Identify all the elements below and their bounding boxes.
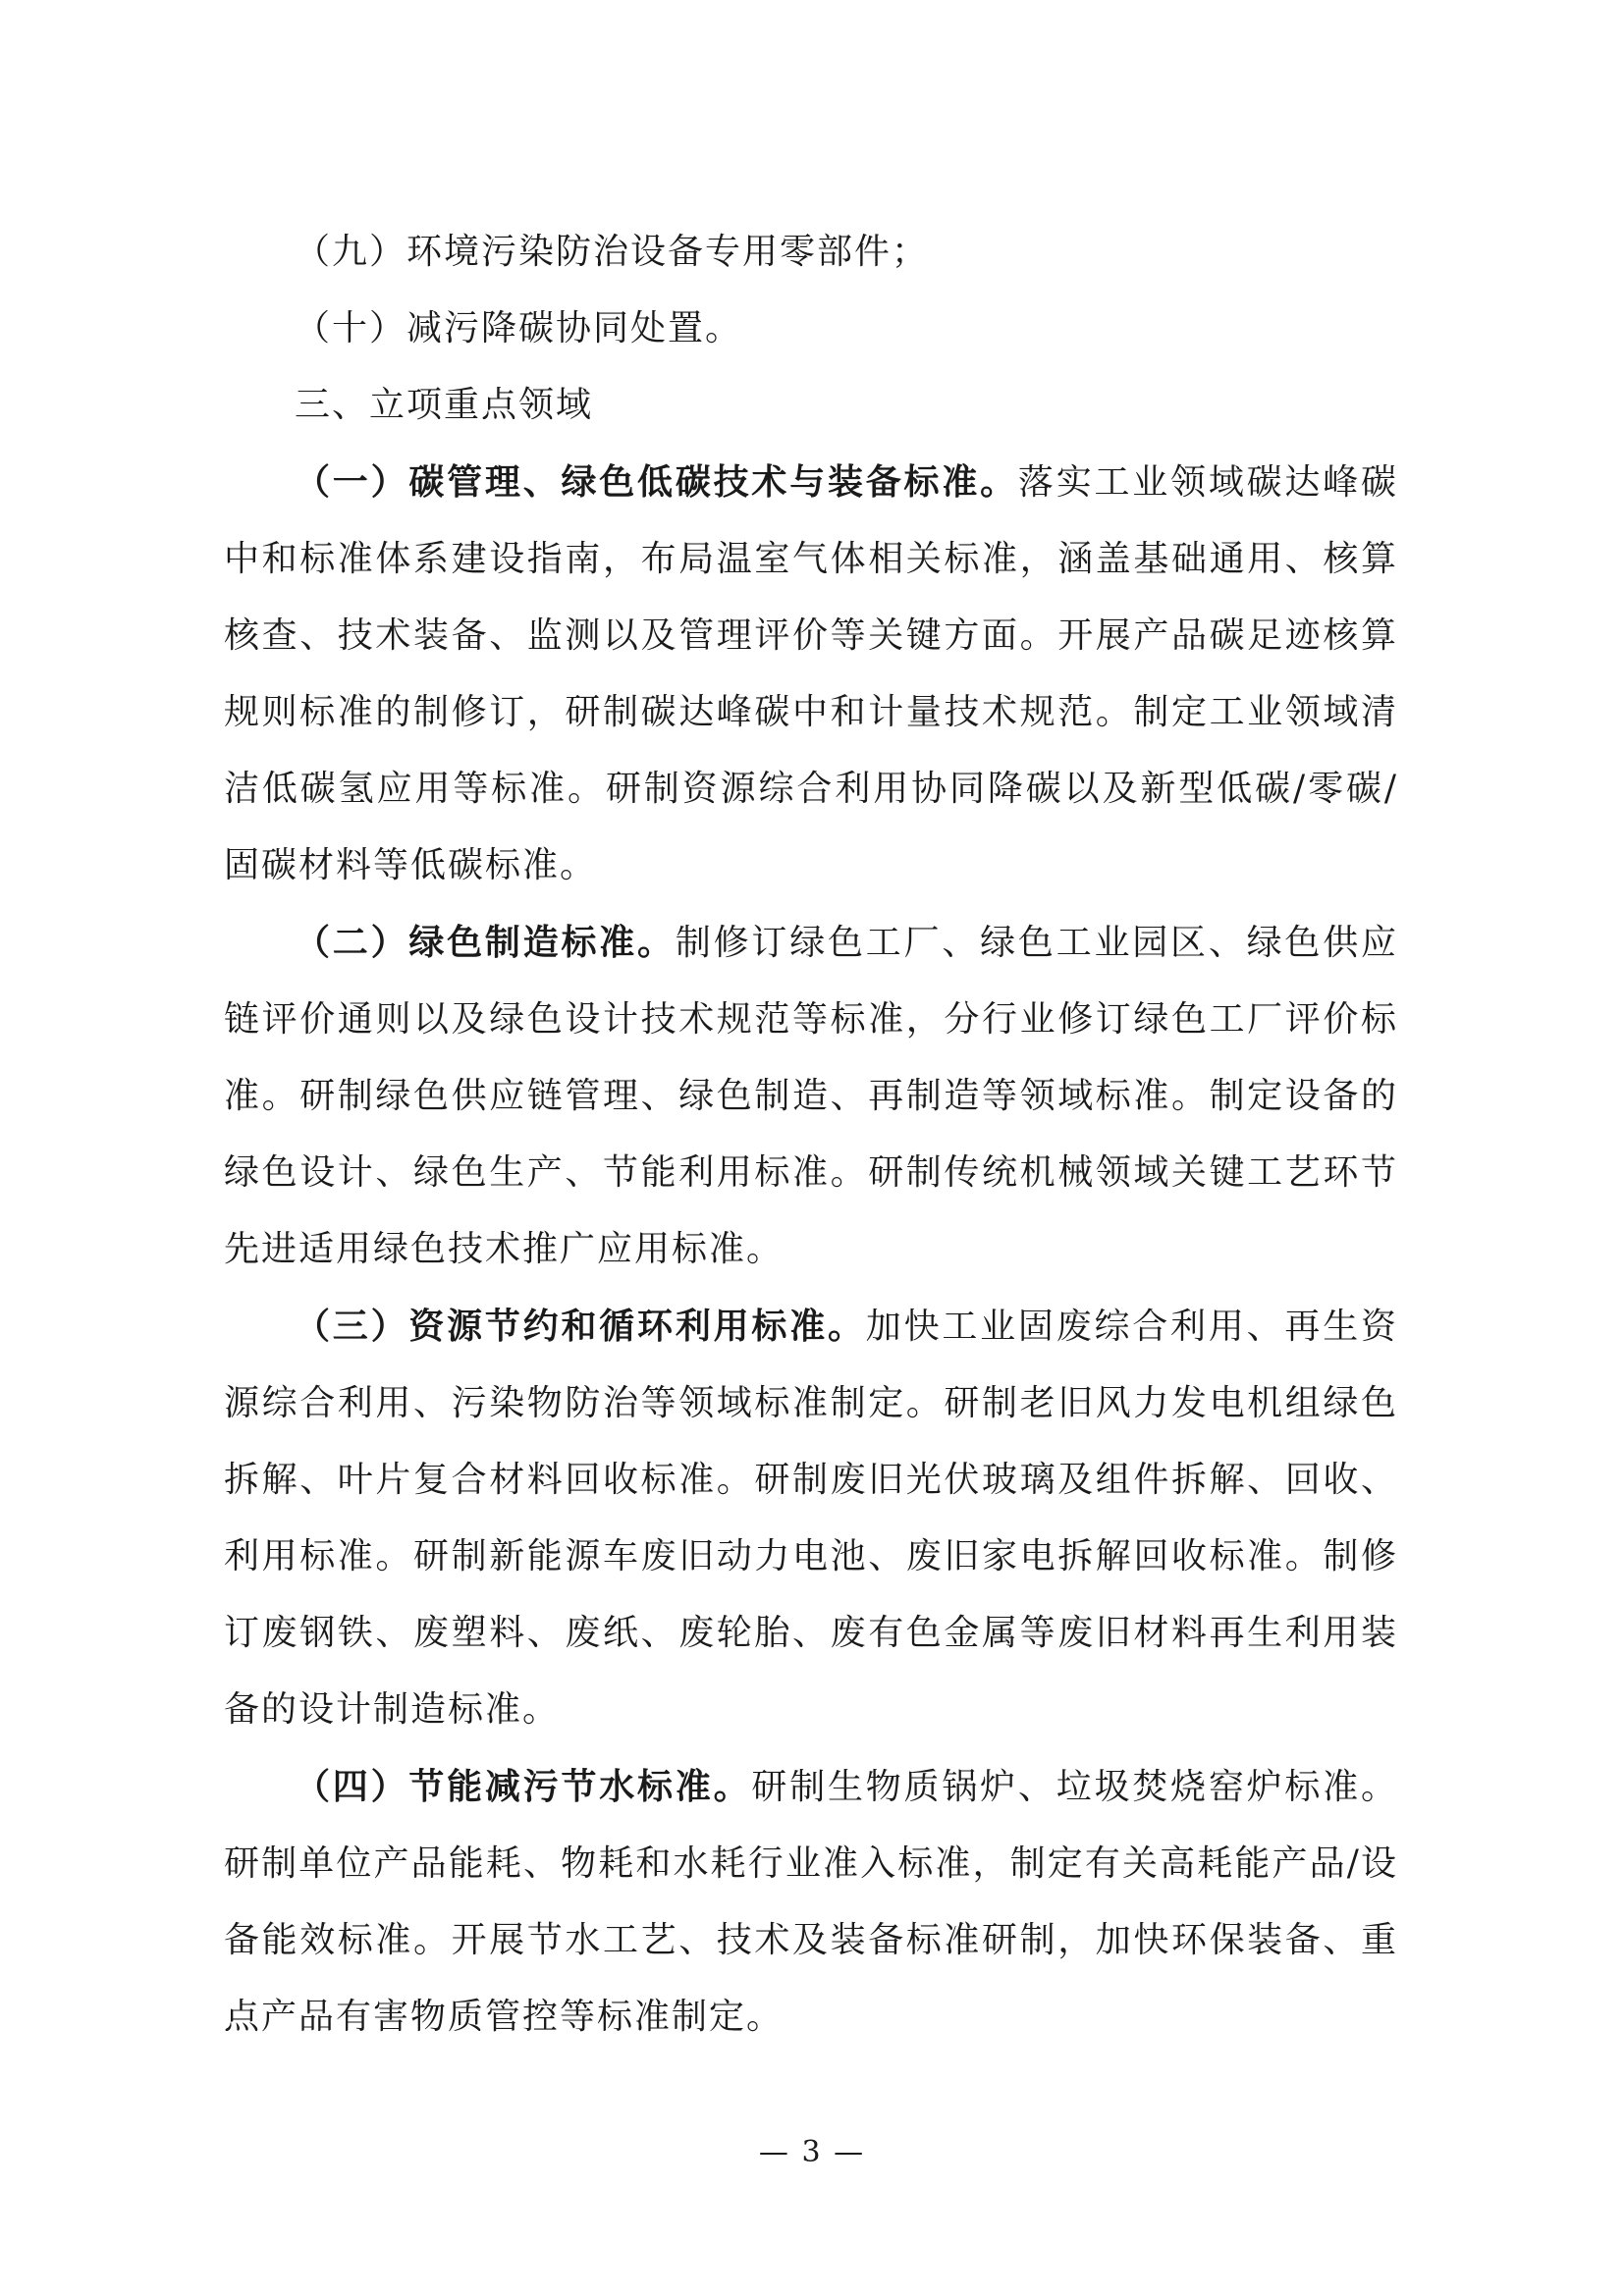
paragraph-green-manufacturing: [224, 904, 1398, 1288]
paragraph-carbon-management: [224, 444, 1398, 904]
paragraph-resource-recycling: [224, 1288, 1398, 1748]
page-number: — 3 —: [758, 2135, 866, 2169]
paragraph-heading: （二）绿色制造标准。: [295, 922, 676, 963]
paragraph-body: 研制生物质锅炉、垃圾焚烧窑炉标准。研制单位产品能耗、物耗和水耗行业准入标准，制定有关高耗能产品/设备能效标准。开展节水工艺、技术及装备标准研制，加快环保装备、重点产品有害物质管控等标准制定。: [224, 1767, 1398, 2037]
list-item-ten: （十）减污降碳协同处置。: [295, 308, 743, 348]
document-body: [224, 214, 1398, 2056]
paragraph-heading: （一）碳管理、绿色低碳技术与装备标准。: [295, 461, 1018, 503]
section-heading: 三、立项重点领域: [295, 385, 594, 425]
paragraph-heading: （三）资源节约和循环利用标准。: [295, 1306, 866, 1347]
paragraph-body: 落实工业领域碳达峰碳中和标准体系建设指南，布局温室气体相关标准，涵盖基础通用、核算核查、技术装备、监测以及管理评价等关键方面。开展产品碳足迹核算规则标准的制修订，研制碳达峰碳中和计量技术规范。制定工业领域清洁低碳氢应用等标准。研制资源综合利用协同降碳以及新型低碳/零碳/固碳材料等低碳标准。: [224, 462, 1398, 885]
list-item-nine: （九）环境污染防治设备专用零部件；: [295, 232, 930, 272]
paragraph-body: 加快工业固废综合利用、再生资源综合利用、污染物防治等领域标准制定。研制老旧风力发电机组绿色拆解、叶片复合材料回收标准。研制废旧光伏玻璃及组件拆解、回收、利用标准。研制新能源车废旧动力电池、废旧家电拆解回收标准。制修订废钢铁、废塑料、废纸、废轮胎、废有色金属等废旧材料再生利用装备的设计制造标准。: [224, 1307, 1398, 1730]
paragraph-heading: （四）节能减污节水标准。: [295, 1766, 752, 1807]
paragraph-energy-water-saving: [224, 1748, 1398, 2056]
paragraph-body: 制修订绿色工厂、绿色工业园区、绿色供应链评价通则以及绿色设计技术规范等标准，分行业修订绿色工厂评价标准。研制绿色供应链管理、绿色制造、再制造等领域标准。制定设备的绿色设计、绿色生产、节能利用标准。研制传统机械领域关键工艺环节先进适用绿色技术推广应用标准。: [224, 923, 1398, 1269]
